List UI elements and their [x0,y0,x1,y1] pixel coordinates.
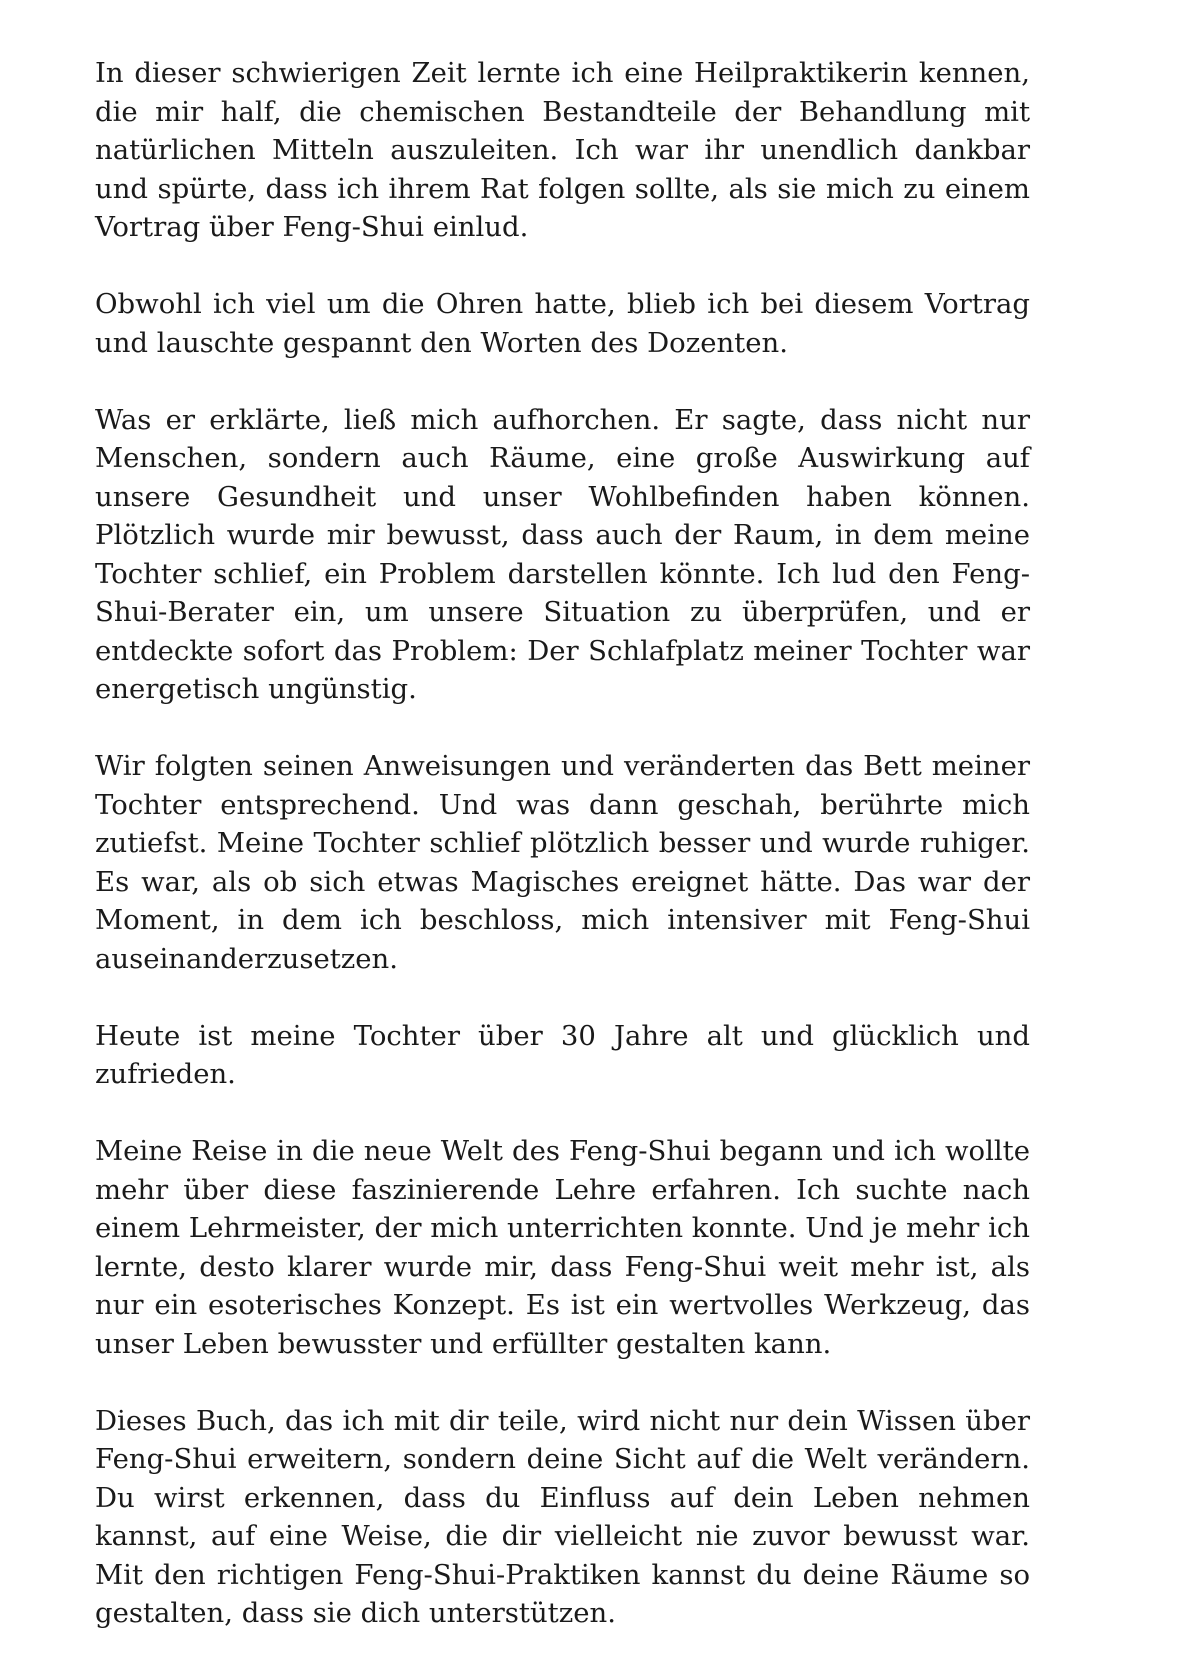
paragraph-buch: Dieses Buch, das ich mit dir teile, wird nicht nur dein Wissen über Feng-Shui erweitern, sondern deine Sicht auf die Welt verändern. Du wirst erkennen, dass du Einfluss auf dein Leben nehmen kannst, auf eine Weise, die dir vielleicht nie zuvor bewusst war. Mit den richtigen Feng-Shui-Praktiken kannst du deine Räume so gestalten, dass sie dich unterstützen. [95,1404,1030,1629]
paragraph-raeume: Was er erklärte, ließ mich aufhorchen. Er sagte, dass nicht nur Menschen, sondern auch Räume, eine große Auswirkung auf unsere Gesundheit und unser Wohlbefinden haben können. Plötzlich wurde mir bewusst, dass auch der Raum, in dem meine Tochter schlief, ein Problem darstellen könnte. Ich lud den Feng-Shui-Berater ein, um unsere Situation zu überprüfen, und er entdeckte sofort das Problem: Der Schlafplatz meiner Tochter war energetisch ungünstig. [95,403,1030,705]
paragraph-heilpraktikerin: In dieser schwierigen Zeit lernte ich eine Heilpraktikerin kennen, die mir half, die chemischen Bestandteile der Behandlung mit natürlichen Mitteln auszuleiten. Ich war ihr unendlich dankbar und spürte, dass ich ihrem Rat folgen sollte, als sie mich zu einem Vortrag über Feng-Shui einlud. [95,57,1030,243]
paragraph-bett: Wir folgten seinen Anweisungen und veränderten das Bett meiner Tochter entsprechend. Und was dann geschah, berührte mich zutiefst. Meine Tochter schlief plötzlich besser und wurde ruhiger. Es war, als ob sich etwas Magisches ereignet hätte. Das war der Moment, in dem ich beschloss, mich intensiver mit Feng-Shui auseinanderzusetzen. [95,750,1030,975]
paragraph-heute: Heute ist meine Tochter über 30 Jahre alt und glücklich und zufrieden. [95,1019,1030,1090]
paragraph-vortrag: Obwohl ich viel um die Ohren hatte, blieb ich bei diesem Vortrag und lauschte gespannt den Worten des Dozenten. [95,288,1030,359]
paragraph-reise: Meine Reise in die neue Welt des Feng-Shui begann und ich wollte mehr über diese faszinierende Lehre erfahren. Ich suchte nach einem Lehrmeister, der mich unterrichten konnte. Und je mehr ich lernte, desto klarer wurde mir, dass Feng-Shui weit mehr ist, als nur ein esoterisches Konzept. Es ist ein wertvolles Werkzeug, das unser Leben bewusster und erfüllter gestalten kann. [95,1135,1030,1360]
body-text [95,54,1030,1633]
